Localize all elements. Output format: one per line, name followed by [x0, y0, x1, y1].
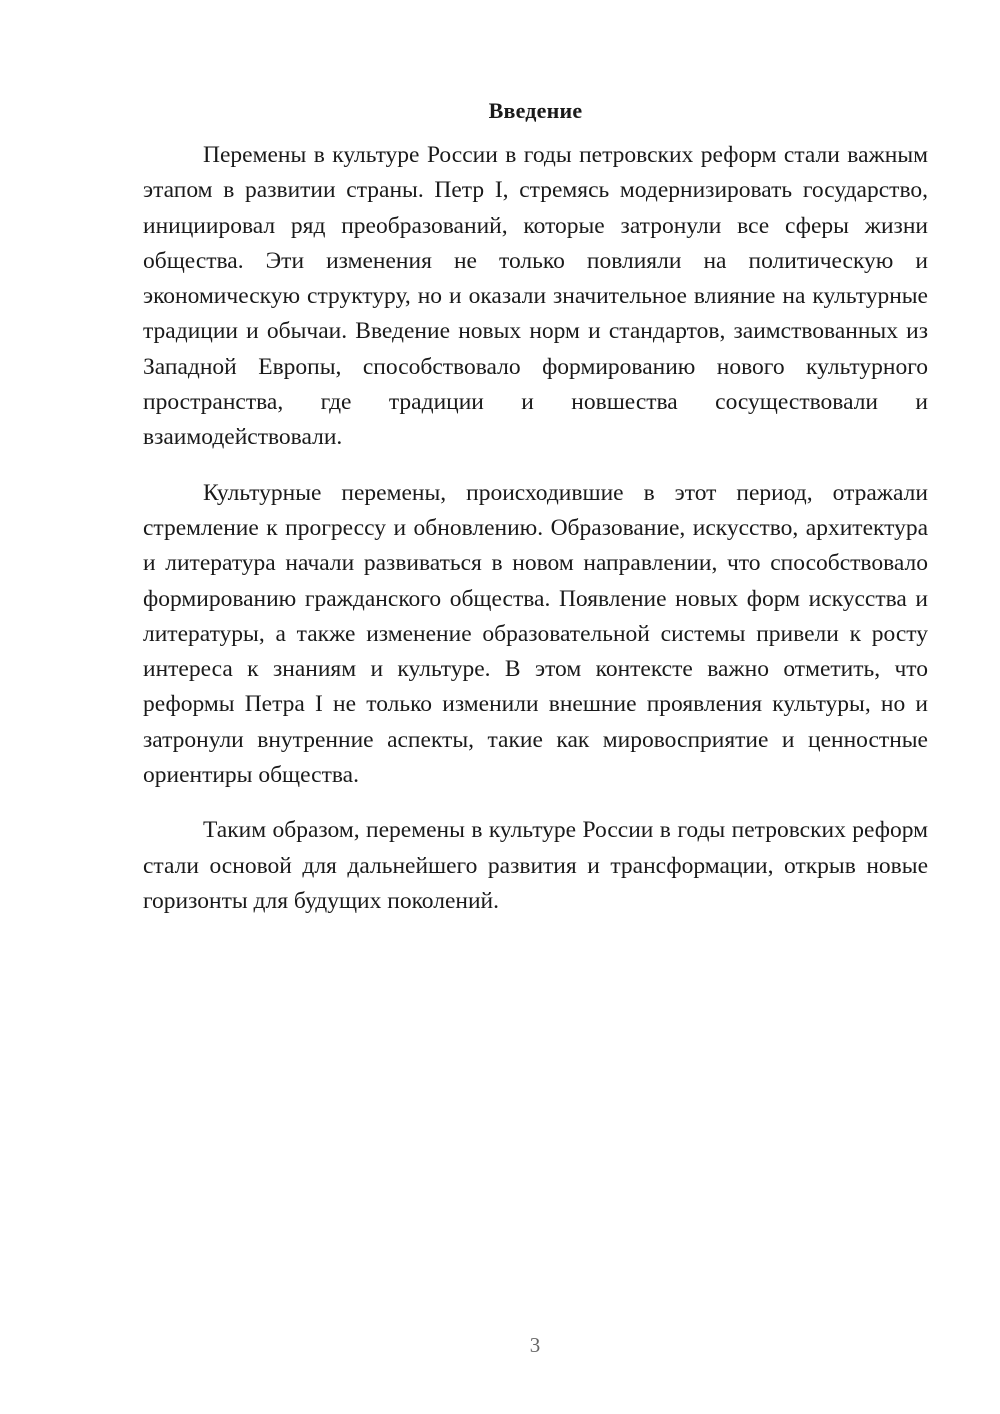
- section-heading: Введение: [488, 98, 583, 123]
- paragraph-2: Культурные перемены, происходившие в этот период, отражали стремление к прогрессу и обновлению. Образование, искусство, архитектура и литература начали развиваться в новом направлении, что способствовало формированию гражданского общества. Появление новых форм искусства и литературы, а также изменение образовательной системы привели к росту интереса к знаниям и культуре. В этом контексте важно отметить, что реформы Петра I не только изменили внешние проявления культуры, но и затронули внутренние аспекты, такие как мировосприятие и ценностные ориентиры общества.: [143, 479, 928, 789]
- paragraph-3: Таким образом, перемены в культуре России в годы петровских реформ стали основой для дальнейшего развития и трансформации, открыв новые горизонты для будущих поколений.: [143, 817, 928, 914]
- paragraph-1: Перемены в культуре России в годы петровских реформ стали важным этапом в развитии страны. Петр I, стремясь модернизировать государство, инициировал ряд преобразований, которые затронули все сферы жизни общества. Эти изменения не только повлияли на политическую и экономическую структуру, но и оказали значительное влияние на культурные традиции и обычаи. Введение новых норм и стандартов, заимствованных из Западной Европы, способствовало формированию нового культурного пространства, где традиции и новшества сосуществовали и взаимодействовали.: [143, 142, 928, 451]
- page-content: [143, 94, 928, 939]
- page-number: 3: [529, 1333, 541, 1357]
